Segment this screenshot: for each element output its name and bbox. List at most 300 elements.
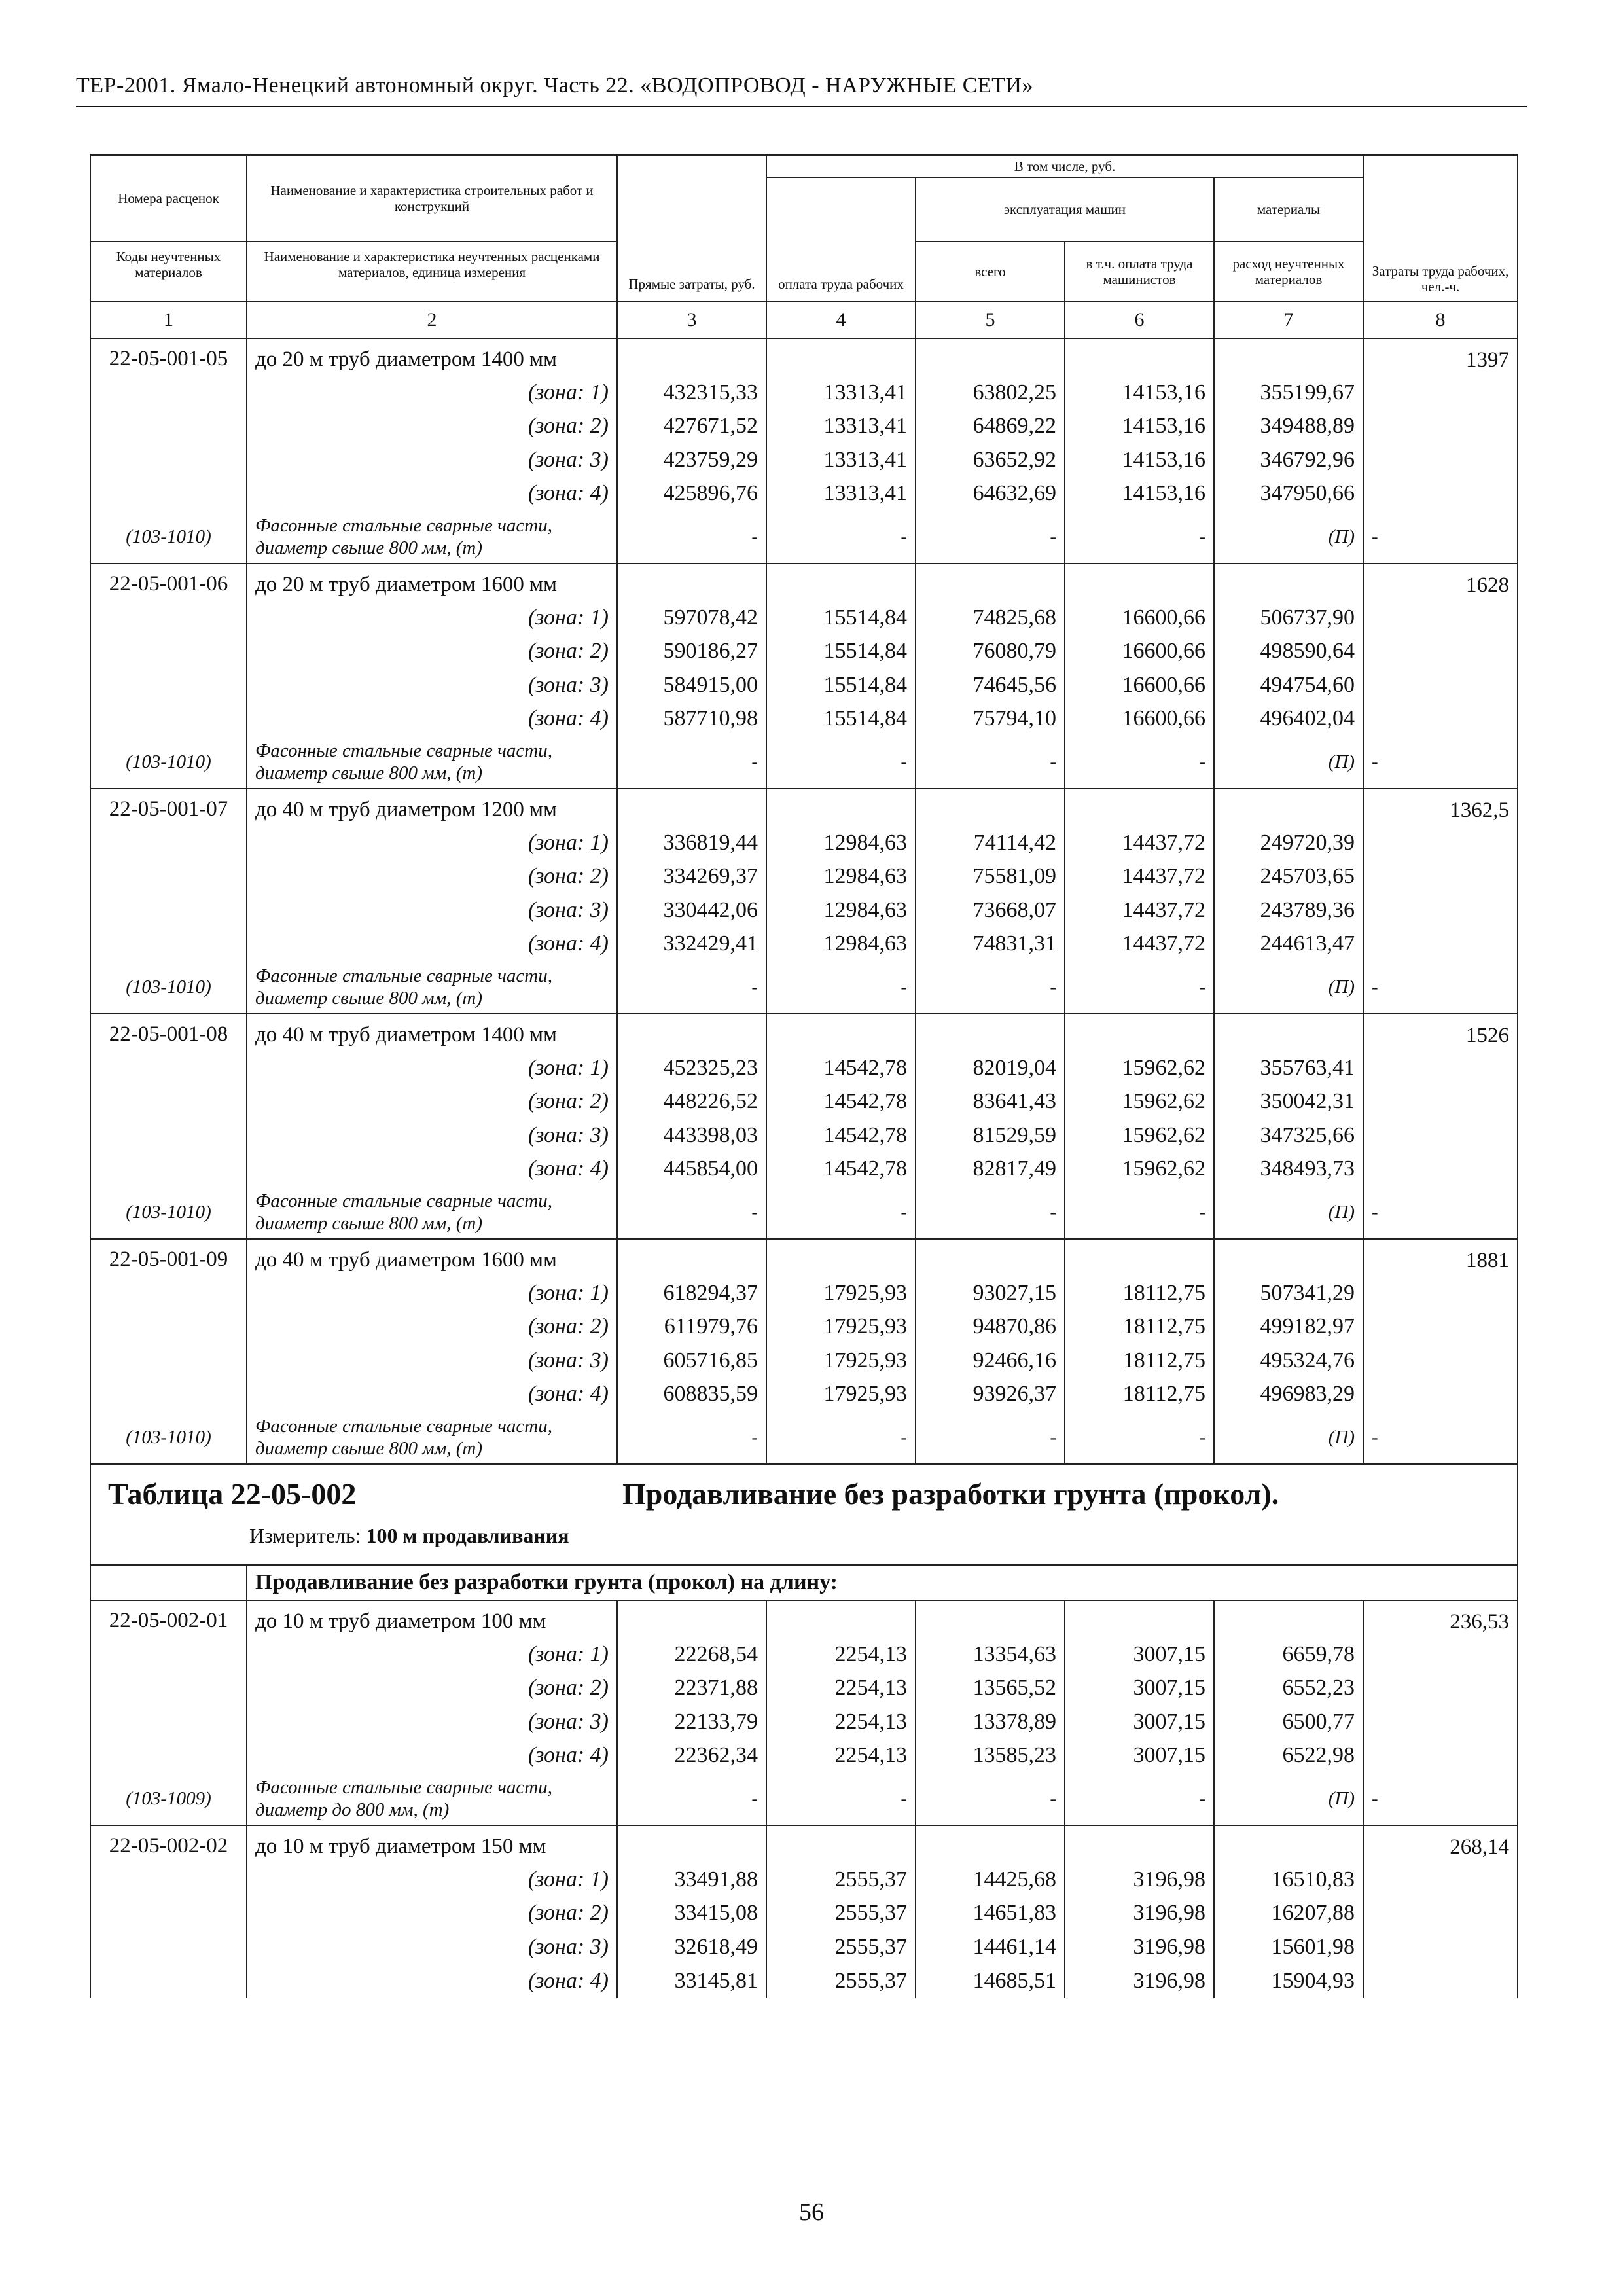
zone-value: 498590,64 bbox=[1214, 635, 1363, 669]
zone-label: (зона: 4) bbox=[247, 1739, 617, 1773]
empty-cell bbox=[617, 564, 766, 601]
zone-value: 427671,52 bbox=[617, 410, 766, 444]
zone-value: 3007,15 bbox=[1065, 1705, 1214, 1739]
material-labor: - bbox=[1363, 1411, 1518, 1464]
unaccounted-material-row bbox=[90, 961, 1518, 1014]
zone-value: 611979,76 bbox=[617, 1310, 766, 1344]
zone-value: 496402,04 bbox=[1214, 702, 1363, 736]
material-value: - bbox=[766, 736, 916, 789]
material-value: - bbox=[916, 1772, 1065, 1825]
zone-value: 16207,88 bbox=[1214, 1897, 1363, 1931]
zone-value: 3196,98 bbox=[1065, 1863, 1214, 1897]
rate-code: 22-05-002-01 bbox=[90, 1600, 247, 1772]
zone-row bbox=[90, 1153, 1518, 1187]
empty-cell bbox=[1065, 1014, 1214, 1051]
zone-value: 245703,65 bbox=[1214, 860, 1363, 894]
zone-value: 244613,47 bbox=[1214, 927, 1363, 961]
zone-label: (зона: 4) bbox=[247, 1153, 617, 1187]
zone-value: 348493,73 bbox=[1214, 1153, 1363, 1187]
rate-title-row bbox=[90, 1825, 1518, 1863]
material-value: (П) bbox=[1214, 1772, 1363, 1825]
empty-cell bbox=[1214, 1014, 1363, 1051]
zone-value: 443398,03 bbox=[617, 1119, 766, 1153]
material-value: (П) bbox=[1214, 511, 1363, 564]
rate-code: 22-05-001-05 bbox=[90, 338, 247, 511]
zone-value: 2254,13 bbox=[766, 1739, 916, 1773]
rate-code: 22-05-001-06 bbox=[90, 564, 247, 736]
rate-title-row bbox=[90, 789, 1518, 826]
empty-cell bbox=[1214, 1600, 1363, 1638]
material-value: - bbox=[766, 1772, 916, 1825]
empty-cell bbox=[617, 1014, 766, 1051]
zone-value: 92466,16 bbox=[916, 1344, 1065, 1378]
material-value: - bbox=[1065, 1772, 1214, 1825]
zone-row bbox=[90, 1739, 1518, 1773]
zone-value: 347950,66 bbox=[1214, 477, 1363, 511]
zone-row bbox=[90, 477, 1518, 511]
zone-label: (зона: 1) bbox=[247, 1276, 617, 1310]
zone-value: 17925,93 bbox=[766, 1310, 916, 1344]
zone-label: (зона: 3) bbox=[247, 1705, 617, 1739]
rate-name: до 40 м труб диаметром 1200 мм bbox=[247, 789, 617, 826]
rate-name: до 20 м труб диаметром 1400 мм bbox=[247, 338, 617, 376]
zone-value: 14542,78 bbox=[766, 1153, 916, 1187]
material-name: Фасонные стальные сварные части, диаметр свыше 800 мм, (т) bbox=[247, 961, 617, 1014]
zone-value: 22133,79 bbox=[617, 1705, 766, 1739]
zone-row bbox=[90, 1930, 1518, 1964]
zone-value: 605716,85 bbox=[617, 1344, 766, 1378]
col2-bottom-header: Наименование и характеристика неучтенных расценками материалов, единица измерения bbox=[247, 242, 617, 302]
material-value: - bbox=[617, 1772, 766, 1825]
header-rule bbox=[76, 106, 1527, 107]
material-value: - bbox=[916, 961, 1065, 1014]
zone-value: 15962,62 bbox=[1065, 1051, 1214, 1085]
table2-section-row bbox=[90, 1565, 1518, 1600]
zone-row bbox=[90, 860, 1518, 894]
zone-row bbox=[90, 668, 1518, 702]
zone-value: 16600,66 bbox=[1065, 702, 1214, 736]
zone-value: 590186,27 bbox=[617, 635, 766, 669]
zone-value: 75794,10 bbox=[916, 702, 1065, 736]
zone-label: (зона: 1) bbox=[247, 601, 617, 635]
unaccounted-material-row bbox=[90, 1411, 1518, 1464]
material-value: (П) bbox=[1214, 736, 1363, 789]
material-value: - bbox=[1065, 961, 1214, 1014]
zone-value: 432315,33 bbox=[617, 376, 766, 410]
zone-value: 17925,93 bbox=[766, 1276, 916, 1310]
rate-name: до 40 м труб диаметром 1600 мм bbox=[247, 1239, 617, 1276]
zone-value: 584915,00 bbox=[617, 668, 766, 702]
zone-value: 494754,60 bbox=[1214, 668, 1363, 702]
meter-label: Измеритель: bbox=[249, 1524, 361, 1547]
zone-value: 13313,41 bbox=[766, 443, 916, 477]
material-value: - bbox=[766, 1411, 916, 1464]
zone-label: (зона: 1) bbox=[247, 1051, 617, 1085]
zone-value: 2555,37 bbox=[766, 1964, 916, 1998]
zone-value: 14437,72 bbox=[1065, 826, 1214, 860]
material-value: - bbox=[617, 1186, 766, 1239]
zone-value: 18112,75 bbox=[1065, 1276, 1214, 1310]
zone-value: 587710,98 bbox=[617, 702, 766, 736]
material-labor: - bbox=[1363, 961, 1518, 1014]
zone-label: (зона: 1) bbox=[247, 1638, 617, 1672]
zone-label: (зона: 2) bbox=[247, 1085, 617, 1119]
zone-row bbox=[90, 702, 1518, 736]
material-value: - bbox=[766, 511, 916, 564]
zone-label: (зона: 3) bbox=[247, 1344, 617, 1378]
zone-value: 74645,56 bbox=[916, 668, 1065, 702]
zone-value: 64869,22 bbox=[916, 410, 1065, 444]
zone-row bbox=[90, 893, 1518, 927]
material-value: - bbox=[1065, 736, 1214, 789]
zone-row bbox=[90, 376, 1518, 410]
empty-cell bbox=[617, 789, 766, 826]
zone-value: 22362,34 bbox=[617, 1739, 766, 1773]
material-code: (103-1010) bbox=[90, 1186, 247, 1239]
zone-value: 14685,51 bbox=[916, 1964, 1065, 1998]
zone-label: (зона: 4) bbox=[247, 1964, 617, 1998]
zone-value: 93027,15 bbox=[916, 1276, 1065, 1310]
zone-value: 332429,41 bbox=[617, 927, 766, 961]
zone-row bbox=[90, 1672, 1518, 1706]
material-labor: - bbox=[1363, 1186, 1518, 1239]
zone-label: (зона: 1) bbox=[247, 826, 617, 860]
zone-value: 13313,41 bbox=[766, 410, 916, 444]
zone-value: 14437,72 bbox=[1065, 893, 1214, 927]
rate-name: до 20 м труб диаметром 1600 мм bbox=[247, 564, 617, 601]
zone-value: 336819,44 bbox=[617, 826, 766, 860]
page-number: 56 bbox=[799, 2198, 824, 2226]
zone-value: 13354,63 bbox=[916, 1638, 1065, 1672]
labor-cost: 1397 bbox=[1363, 338, 1518, 511]
zone-value: 13378,89 bbox=[916, 1705, 1065, 1739]
material-value: - bbox=[1065, 1411, 1214, 1464]
empty-cell bbox=[766, 564, 916, 601]
empty-cell bbox=[916, 1600, 1065, 1638]
zone-row bbox=[90, 1051, 1518, 1085]
zone-value: 495324,76 bbox=[1214, 1344, 1363, 1378]
material-name: Фасонные стальные сварные части, диаметр свыше 800 мм, (т) bbox=[247, 736, 617, 789]
section-title: Продавливание без разработки грунта (прокол) на длину: bbox=[247, 1565, 1518, 1600]
zone-value: 14542,78 bbox=[766, 1119, 916, 1153]
empty-cell bbox=[1214, 789, 1363, 826]
material-value: - bbox=[617, 736, 766, 789]
zone-value: 15514,84 bbox=[766, 635, 916, 669]
material-value: (П) bbox=[1214, 1411, 1363, 1464]
empty-cell bbox=[1214, 338, 1363, 376]
zone-value: 17925,93 bbox=[766, 1344, 916, 1378]
zone-value: 18112,75 bbox=[1065, 1344, 1214, 1378]
zone-value: 14153,16 bbox=[1065, 443, 1214, 477]
zone-label: (зона: 2) bbox=[247, 1672, 617, 1706]
zone-value: 347325,66 bbox=[1214, 1119, 1363, 1153]
zone-value: 349488,89 bbox=[1214, 410, 1363, 444]
zone-value: 346792,96 bbox=[1214, 443, 1363, 477]
material-code: (103-1009) bbox=[90, 1772, 247, 1825]
empty-cell bbox=[1214, 564, 1363, 601]
zone-value: 2254,13 bbox=[766, 1705, 916, 1739]
zone-label: (зона: 3) bbox=[247, 443, 617, 477]
zone-value: 6552,23 bbox=[1214, 1672, 1363, 1706]
zone-value: 83641,43 bbox=[916, 1085, 1065, 1119]
zone-value: 507341,29 bbox=[1214, 1276, 1363, 1310]
rate-code: 22-05-001-09 bbox=[90, 1239, 247, 1411]
empty-cell bbox=[1065, 1239, 1214, 1276]
col-number: 5 bbox=[916, 302, 1065, 338]
zone-value: 74825,68 bbox=[916, 601, 1065, 635]
zone-label: (зона: 3) bbox=[247, 1930, 617, 1964]
empty-cell bbox=[1065, 1825, 1214, 1863]
col-number: 6 bbox=[1065, 302, 1214, 338]
zone-value: 16510,83 bbox=[1214, 1863, 1363, 1897]
labor-cost: 1881 bbox=[1363, 1239, 1518, 1411]
rate-title-row bbox=[90, 1014, 1518, 1051]
empty-cell bbox=[916, 1014, 1065, 1051]
empty-cell bbox=[617, 1825, 766, 1863]
zone-value: 350042,31 bbox=[1214, 1085, 1363, 1119]
rates-table bbox=[90, 154, 1518, 1998]
empty-cell bbox=[766, 1825, 916, 1863]
empty-cell bbox=[916, 789, 1065, 826]
material-value: (П) bbox=[1214, 1186, 1363, 1239]
col4-header: оплата труда рабочих bbox=[766, 177, 916, 302]
zone-value: 14461,14 bbox=[916, 1930, 1065, 1964]
machines-header: эксплуатация машин bbox=[916, 177, 1214, 242]
zone-row bbox=[90, 635, 1518, 669]
zone-label: (зона: 4) bbox=[247, 477, 617, 511]
material-code: (103-1010) bbox=[90, 1411, 247, 1464]
zone-value: 355763,41 bbox=[1214, 1051, 1363, 1085]
zone-value: 93926,37 bbox=[916, 1378, 1065, 1412]
zone-value: 14153,16 bbox=[1065, 376, 1214, 410]
zone-value: 6522,98 bbox=[1214, 1739, 1363, 1773]
zone-value: 74831,31 bbox=[916, 927, 1065, 961]
material-code: (103-1010) bbox=[90, 736, 247, 789]
material-value: - bbox=[617, 961, 766, 1014]
zone-value: 496983,29 bbox=[1214, 1378, 1363, 1412]
zone-value: 12984,63 bbox=[766, 893, 916, 927]
table2-title: Продавливание без разработки грунта (прокол). bbox=[622, 1477, 1279, 1511]
zone-value: 3007,15 bbox=[1065, 1672, 1214, 1706]
page-header-title: ТЕР-2001. Ямало-Ненецкий автономный округ. Часть 22. «ВОДОПРОВОД - НАРУЖНЫЕ СЕТИ» bbox=[76, 73, 1033, 98]
zone-value: 13585,23 bbox=[916, 1739, 1065, 1773]
zone-value: 14651,83 bbox=[916, 1897, 1065, 1931]
zone-value: 33415,08 bbox=[617, 1897, 766, 1931]
rate-title-row bbox=[90, 1239, 1518, 1276]
col2-top-header: Наименование и характеристика строительных работ и конструкций bbox=[247, 155, 617, 242]
material-value: - bbox=[916, 1411, 1065, 1464]
zone-label: (зона: 1) bbox=[247, 1863, 617, 1897]
zone-value: 14437,72 bbox=[1065, 927, 1214, 961]
zone-value: 15514,84 bbox=[766, 702, 916, 736]
zone-value: 334269,37 bbox=[617, 860, 766, 894]
zone-value: 14542,78 bbox=[766, 1051, 916, 1085]
rate-name: до 10 м труб диаметром 150 мм bbox=[247, 1825, 617, 1863]
zone-value: 499182,97 bbox=[1214, 1310, 1363, 1344]
material-labor: - bbox=[1363, 1772, 1518, 1825]
including-header: В том числе, руб. bbox=[766, 155, 1363, 177]
zone-value: 2254,13 bbox=[766, 1672, 916, 1706]
empty-cell bbox=[766, 1239, 916, 1276]
unaccounted-material-row bbox=[90, 1186, 1518, 1239]
empty-cell bbox=[916, 1239, 1065, 1276]
empty-cell bbox=[916, 338, 1065, 376]
empty-cell bbox=[617, 1239, 766, 1276]
zone-value: 15962,62 bbox=[1065, 1085, 1214, 1119]
zone-value: 6500,77 bbox=[1214, 1705, 1363, 1739]
zone-value: 75581,09 bbox=[916, 860, 1065, 894]
zone-row bbox=[90, 1085, 1518, 1119]
meter-value: 100 м продавливания bbox=[366, 1524, 569, 1547]
zone-value: 16600,66 bbox=[1065, 601, 1214, 635]
zone-row bbox=[90, 1119, 1518, 1153]
empty-cell bbox=[1065, 789, 1214, 826]
labor-cost: 236,53 bbox=[1363, 1600, 1518, 1772]
zone-value: 33491,88 bbox=[617, 1863, 766, 1897]
zone-row bbox=[90, 1897, 1518, 1931]
rate-title-row bbox=[90, 1600, 1518, 1638]
zone-row bbox=[90, 601, 1518, 635]
material-value: - bbox=[916, 1186, 1065, 1239]
zone-value: 15514,84 bbox=[766, 668, 916, 702]
zone-value: 82019,04 bbox=[916, 1051, 1065, 1085]
zone-value: 15514,84 bbox=[766, 601, 916, 635]
material-code: (103-1010) bbox=[90, 961, 247, 1014]
labor-cost: 1526 bbox=[1363, 1014, 1518, 1186]
col-number: 8 bbox=[1363, 302, 1518, 338]
zone-label: (зона: 3) bbox=[247, 893, 617, 927]
zone-value: 82817,49 bbox=[916, 1153, 1065, 1187]
material-name: Фасонные стальные сварные части, диаметр до 800 мм, (т) bbox=[247, 1772, 617, 1825]
zone-value: 76080,79 bbox=[916, 635, 1065, 669]
col-number: 7 bbox=[1214, 302, 1363, 338]
material-name: Фасонные стальные сварные части, диаметр свыше 800 мм, (т) bbox=[247, 1411, 617, 1464]
empty-cell bbox=[1065, 564, 1214, 601]
empty-cell bbox=[766, 1014, 916, 1051]
zone-value: 12984,63 bbox=[766, 826, 916, 860]
zone-value: 243789,36 bbox=[1214, 893, 1363, 927]
zone-value: 22268,54 bbox=[617, 1638, 766, 1672]
zone-value: 18112,75 bbox=[1065, 1310, 1214, 1344]
empty-cell bbox=[1065, 1600, 1214, 1638]
col1-top-header: Номера расценок bbox=[90, 155, 247, 242]
zone-value: 3196,98 bbox=[1065, 1897, 1214, 1931]
zone-label: (зона: 2) bbox=[247, 410, 617, 444]
col6-header: в т.ч. оплата труда машинистов bbox=[1065, 242, 1214, 302]
col1-bottom-header: Коды неучтенных материалов bbox=[90, 242, 247, 302]
col7-header: расход неучтенных материалов bbox=[1214, 242, 1363, 302]
zone-value: 14542,78 bbox=[766, 1085, 916, 1119]
empty-cell bbox=[766, 338, 916, 376]
zone-value: 423759,29 bbox=[617, 443, 766, 477]
material-name: Фасонные стальные сварные части, диаметр свыше 800 мм, (т) bbox=[247, 1186, 617, 1239]
zone-label: (зона: 2) bbox=[247, 860, 617, 894]
table2-heading bbox=[90, 1464, 1518, 1565]
zone-value: 63802,25 bbox=[916, 376, 1065, 410]
zone-row bbox=[90, 1964, 1518, 1998]
zone-value: 22371,88 bbox=[617, 1672, 766, 1706]
labor-cost: 1628 bbox=[1363, 564, 1518, 736]
empty-cell bbox=[1214, 1239, 1363, 1276]
zone-value: 16600,66 bbox=[1065, 635, 1214, 669]
zone-label: (зона: 4) bbox=[247, 927, 617, 961]
empty-cell bbox=[1214, 1825, 1363, 1863]
zone-label: (зона: 1) bbox=[247, 376, 617, 410]
zone-value: 448226,52 bbox=[617, 1085, 766, 1119]
column-number-row bbox=[90, 302, 1518, 338]
zone-row bbox=[90, 443, 1518, 477]
zone-value: 15601,98 bbox=[1214, 1930, 1363, 1964]
zone-value: 17925,93 bbox=[766, 1378, 916, 1412]
zone-value: 63652,92 bbox=[916, 443, 1065, 477]
zone-label: (зона: 3) bbox=[247, 1119, 617, 1153]
rate-title-row bbox=[90, 564, 1518, 601]
table2-number: Таблица 22-05-002 bbox=[108, 1477, 357, 1511]
zone-label: (зона: 4) bbox=[247, 1378, 617, 1412]
empty-cell bbox=[766, 789, 916, 826]
zone-label: (зона: 3) bbox=[247, 668, 617, 702]
zone-value: 74114,42 bbox=[916, 826, 1065, 860]
zone-value: 618294,37 bbox=[617, 1276, 766, 1310]
material-name: Фасонные стальные сварные части, диаметр свыше 800 мм, (т) bbox=[247, 511, 617, 564]
material-value: - bbox=[617, 511, 766, 564]
zone-value: 6659,78 bbox=[1214, 1638, 1363, 1672]
zone-value: 3196,98 bbox=[1065, 1964, 1214, 1998]
empty-cell bbox=[916, 1825, 1065, 1863]
zone-label: (зона: 2) bbox=[247, 1310, 617, 1344]
unaccounted-material-row bbox=[90, 1772, 1518, 1825]
rate-code: 22-05-001-07 bbox=[90, 789, 247, 961]
material-value: - bbox=[617, 1411, 766, 1464]
zone-value: 15962,62 bbox=[1065, 1119, 1214, 1153]
zone-value: 330442,06 bbox=[617, 893, 766, 927]
zone-row bbox=[90, 1378, 1518, 1412]
rate-code: 22-05-002-02 bbox=[90, 1825, 247, 1998]
col3-header: Прямые затраты, руб. bbox=[617, 155, 766, 302]
zone-row bbox=[90, 1638, 1518, 1672]
empty-cell bbox=[1065, 338, 1214, 376]
zone-value: 14153,16 bbox=[1065, 410, 1214, 444]
material-value: - bbox=[1065, 1186, 1214, 1239]
col8-header: Затраты труда рабочих, чел.-ч. bbox=[1363, 155, 1518, 302]
material-value: - bbox=[916, 736, 1065, 789]
labor-cost: 268,14 bbox=[1363, 1825, 1518, 1998]
zone-value: 2555,37 bbox=[766, 1863, 916, 1897]
zone-value: 2555,37 bbox=[766, 1930, 916, 1964]
zone-value: 14153,16 bbox=[1065, 477, 1214, 511]
zone-row bbox=[90, 1705, 1518, 1739]
zone-row bbox=[90, 1276, 1518, 1310]
rate-name: до 40 м труб диаметром 1400 мм bbox=[247, 1014, 617, 1051]
zone-value: 3007,15 bbox=[1065, 1638, 1214, 1672]
table2-heading-row bbox=[90, 1464, 1518, 1565]
zone-value: 14425,68 bbox=[916, 1863, 1065, 1897]
zone-row bbox=[90, 1344, 1518, 1378]
empty-cell bbox=[617, 338, 766, 376]
rate-name: до 10 м труб диаметром 100 мм bbox=[247, 1600, 617, 1638]
zone-label: (зона: 2) bbox=[247, 1897, 617, 1931]
zone-value: 506737,90 bbox=[1214, 601, 1363, 635]
material-value: - bbox=[1065, 511, 1214, 564]
zone-value: 12984,63 bbox=[766, 860, 916, 894]
material-code: (103-1010) bbox=[90, 511, 247, 564]
zone-row bbox=[90, 927, 1518, 961]
zone-value: 16600,66 bbox=[1065, 668, 1214, 702]
col-number: 2 bbox=[247, 302, 617, 338]
unaccounted-material-row bbox=[90, 511, 1518, 564]
empty-cell bbox=[766, 1600, 916, 1638]
zone-value: 452325,23 bbox=[617, 1051, 766, 1085]
